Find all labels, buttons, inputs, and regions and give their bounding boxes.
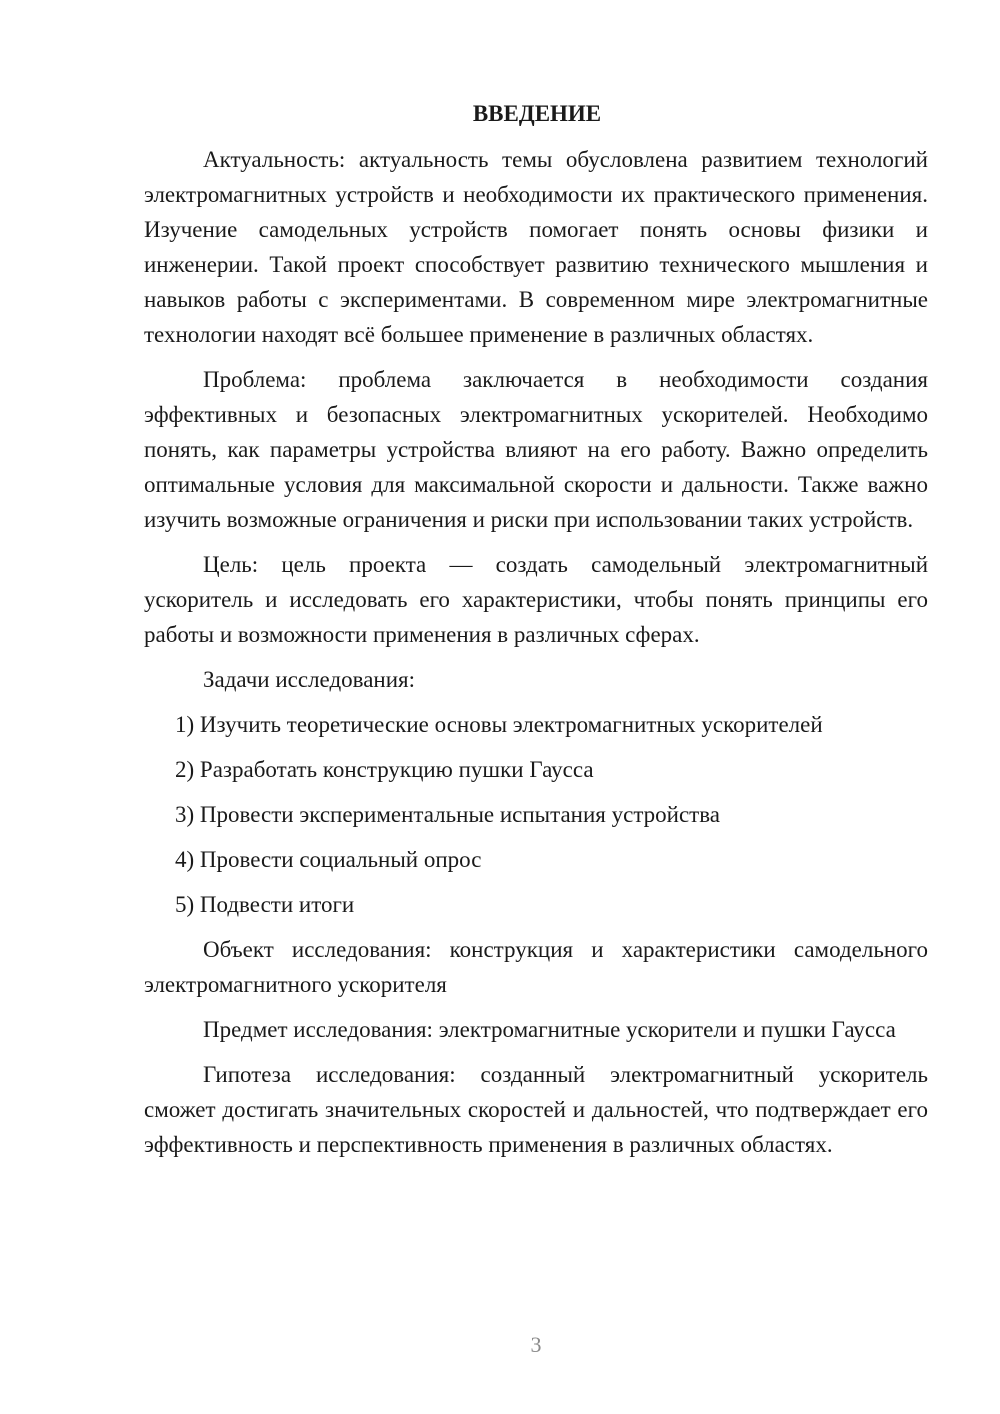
- subject-paragraph: Предмет исследования: электромагнитные ускорители и пушки Гаусса: [203, 1017, 896, 1042]
- goal-paragraph: Цель: цель проекта — создать самодельный электромагнитный ускоритель и исследовать его характеристики, чтобы понять принципы его работы и возможности применения в различных сферах.: [144, 552, 928, 647]
- problem-paragraph: Проблема: проблема заключается в необходимости создания эффективных и безопасных электромагнитных ускорителей. Необходимо понять, как параметры устройства влияют на его работу. Важно определить оптимальные условия для максимальной скорости и дальности. Также важно изучить возможные ограничения и риски при использовании таких устройств.: [144, 367, 928, 532]
- relevance-paragraph: Актуальность: актуальность темы обусловлена развитием технологий электромагнитных устройств и необходимости их практического применения. Изучение самодельных устройств помогает понять основы физики и инженерии. Такой проект способствует развитию технического мышления и навыков работы с экспериментами. В современном мире электромагнитные технологии находят всё большее применение в различных областях.: [144, 147, 928, 347]
- list-item: 5) Подвести итоги: [175, 892, 355, 917]
- page-title: ВВЕДЕНИЕ: [472, 101, 602, 126]
- object-paragraph: Объект исследования: конструкция и характеристики самодельного электромагнитного ускорителя: [144, 937, 928, 997]
- list-item: 2) Разработать конструкцию пушки Гаусса: [175, 757, 594, 782]
- list-item: 4) Провести социальный опрос: [175, 847, 482, 872]
- page-number: 3: [530, 1332, 542, 1357]
- hypothesis-paragraph: Гипотеза исследования: созданный электромагнитный ускоритель сможет достигать значительных скоростей и дальностей, что подтверждает его эффективность и перспективность применения в различных областях.: [144, 1062, 928, 1157]
- tasks-heading: Задачи исследования:: [203, 667, 416, 692]
- list-item: 3) Провести экспериментальные испытания устройства: [175, 802, 720, 827]
- tasks-list: [144, 707, 928, 922]
- list-item: 1) Изучить теоретические основы электромагнитных ускорителей: [175, 712, 823, 737]
- page-content: [144, 96, 928, 1172]
